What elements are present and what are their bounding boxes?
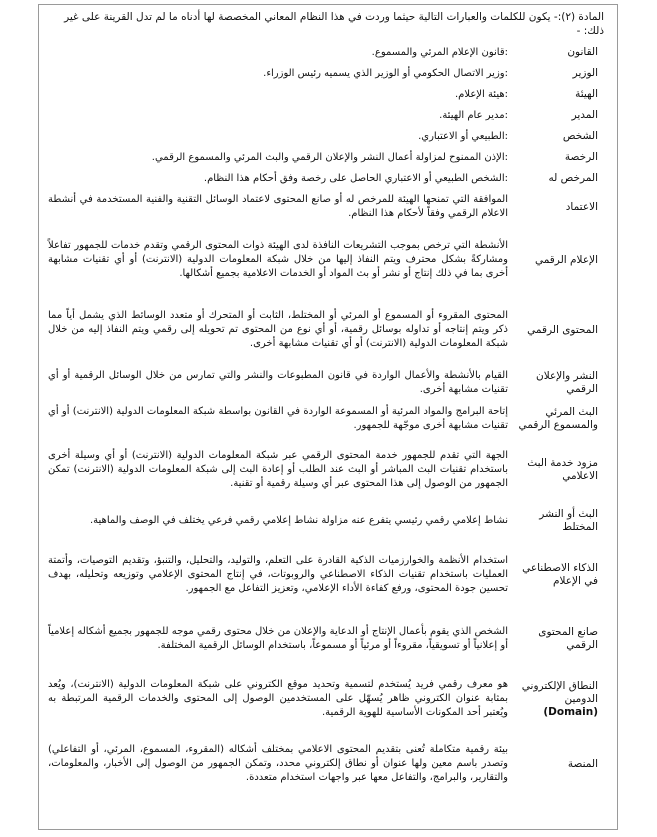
definition-row (44, 63, 612, 84)
article-intro: المادة (٢):- يكون للكلمات والعبارات التالية حيثما وردت في هذا النظام المعاني المخصصة لها أدناه ما لم تدل القرينة على غير ذلك: - (64, 11, 604, 37)
definition-text: :وزير الاتصال الحكومي أو الوزير الذي يسميه رئيس الوزراء. (263, 67, 508, 79)
definition-row (44, 42, 612, 63)
definition-term: الرخصة (564, 151, 598, 163)
definition-text: نشاط إعلامي رقمي رئيسي يتفرع عنه مزاولة نشاط إعلامي رقمي فرعي يختلف في الوصف والماهية. (89, 515, 508, 526)
definition-row (44, 731, 612, 797)
definition-term (508, 667, 612, 731)
definition-row (44, 84, 612, 105)
definition-term: البث أو النشر المختلط (539, 508, 598, 533)
definition-row (44, 611, 612, 667)
definition-text: الأنشطة التي ترخص بموجب التشريعات النافذة لدى الهيئة ذوات المحتوى الرقمي وتقدم خدمات للجمهور تفاعلاً ومشاركةً بشكل محترف ويتم النفاذ إليها من خلال شبكة المعلومات الدولية (الانترنت) أو أي تقنيات مشابهة أخرى بما في ذلك إنتاج أو نشر أو بث المواد أو الخدمات الاعلامية بجميع أشكالها. (48, 240, 508, 279)
definition-term: المنصة (567, 757, 598, 770)
definition-term: القانون (567, 46, 598, 58)
definition-row (44, 225, 612, 295)
definition-row (44, 503, 612, 539)
definition-text: الجهة التي تقدم للجمهور خدمة المحتوى الرقمي عبر شبكة المعلومات الدولية (الانترنت) أو أي وسيلة أخرى باستخدام تقنيات البث المباشر أو البث عند الطلب أو إعادة البث إلى شبكة المعلومات الدولية (الانترنت) تمكن الجمهور من الوصول إلى هذا المحتوى عبر أي وسيلة رقمية أو تقنية. (48, 450, 508, 489)
definition-row (44, 437, 612, 503)
definition-text: :الإذن الممنوح لمزاولة أعمال النشر والإعلان الرقمي والبث المرئي والمسموع الرقمي. (151, 151, 508, 163)
definition-term: الوزير (572, 67, 598, 79)
definition-row (44, 295, 612, 365)
definition-text: المحتوى المقروء أو المسموع أو المرئي أو المختلط، الثابت أو المتحرك أو متعدد الوسائط الذي يشمل أياً مما ذكر ويتم إنتاجه أو تداوله بوسائل رقمية، أو أي نوع من المحتوى تم تحويله إلى رقمي ويتم النفاذ إليه من خلال شبكة المعلومات الدولية (الانترنت) أو أي تقنيات مشابهة أخرى. (48, 310, 508, 349)
definition-term: البث المرئي والمسموع الرقمي (518, 406, 598, 431)
definition-text: :الشخص الطبيعي أو الاعتباري الحاصل على رخصة وفق أحكام هذا النظام. (203, 172, 508, 184)
definition-row (44, 189, 612, 225)
definition-term: الذكاء الاصطناعي في الإعلام (522, 562, 598, 587)
definition-term: الاعتماد (565, 200, 598, 213)
definition-term: المرخص له (548, 172, 598, 184)
definition-text: الشخص الذي يقوم بأعمال الإنتاج أو الدعاية والإعلان من خلال محتوى رقمي موجه للجمهور بجميع أشكاله إعلامياً أو إعلانياً أو تسويقياً، مقروءاً أو مرئياً أو مسموعاً، باستخدام الوسائل الرقمية المختلفة. (48, 626, 508, 651)
definitions-table (44, 42, 612, 797)
definition-text: استخدام الأنظمة والخوارزميات الذكية القادرة على التعلم، والتوليد، والتحليل، والتنبؤ، وتقديم التوصيات، وأتمتة العمليات باستخدام تقنيات الذكاء الاصطناعي والروبوتات، في إنتاج المحتوى الإعلامي وتوزيعه وتحليله، بهدف تحسين جودة المحتوى، ورفع كفاءة الأداء الإعلامي، وتعزيز التفاعل مع الجمهور. (48, 555, 508, 594)
definition-term: المدير (571, 109, 598, 121)
definition-text: :مدير عام الهيئة. (439, 109, 508, 121)
definition-row (44, 365, 612, 401)
definition-row (44, 667, 612, 731)
definition-row (44, 168, 612, 189)
definition-text: :الطبيعي أو الاعتباري. (418, 130, 508, 142)
definition-row (44, 147, 612, 168)
definition-row (44, 539, 612, 611)
definition-term: المحتوى الرقمي (527, 323, 598, 336)
document-page (44, 10, 612, 797)
domain-term-latin: (Domain) (543, 705, 598, 718)
definition-term: الشخص (562, 130, 598, 142)
definition-text: :هيئة الإعلام. (454, 88, 508, 100)
definition-term: الإعلام الرقمي (534, 253, 598, 266)
definition-row (44, 401, 612, 437)
definition-text: إتاحة البرامج والمواد المرئية أو المسموعة الواردة في القانون بواسطة شبكة المعلومات الدولية (الانترنت) أو أي تقنيات مشابهة أخرى موجّهة للجمهور. (48, 406, 508, 431)
definition-text: القيام بالأنشطة والأعمال الواردة في قانون المطبوعات والنشر والتي تمارس من خلال الوسائل الرقمية أو أي تقنيات مشابهة أخرى. (48, 370, 508, 395)
definition-row (44, 105, 612, 126)
definition-text: :قانون الإعلام المرئي والمسموع. (371, 46, 508, 58)
domain-term-arabic: النطاق الإلكتروني الدومين (521, 679, 598, 705)
definition-text: الموافقة التي تمنحها الهيئة للمرخص له أو صانع المحتوى لاعتماد الوسائل التقنية والفنية المستخدمة في أنشطة الاعلام الرقمي وفقاً لأحكام هذا النظام. (48, 194, 508, 219)
definition-text: بيئة رقمية متكاملة تُعنى بتقديم المحتوى الاعلامي بمختلف أشكاله (المقروء، المسموع، المرئي، أو التفاعلي) وتصدر باسم معين ولها عنوان أو نطاق إلكتروني محدد، وتمكن الجمهور من الوصول إلى الأخبار، والمعلومات، والتقارير، والبرامج، والتفاعل معها عبر واجهات استخدام متعددة. (48, 744, 508, 783)
definition-term: مزود خدمة البث الاعلامي (527, 457, 598, 482)
definition-term: صانع المحتوى الرقمي (538, 626, 598, 651)
definition-text: هو معرف رقمي فريد يُستخدم لتسمية وتحديد موقع الكتروني على شبكة المعلومات الدولية (الانترنت)، ويُعد بمثابة عنوان الكتروني ظاهر يُسهّل على المستخدمين الوصول إلى المحتوى والخدمات الرقمية المرتبطة به ويُعتبر أحد المكونات الأساسية للهوية الرقمية. (48, 679, 508, 718)
definition-term: النشر والإعلان الرقمي (535, 370, 598, 395)
definition-term: الهيئة (575, 88, 598, 100)
definition-row (44, 126, 612, 147)
